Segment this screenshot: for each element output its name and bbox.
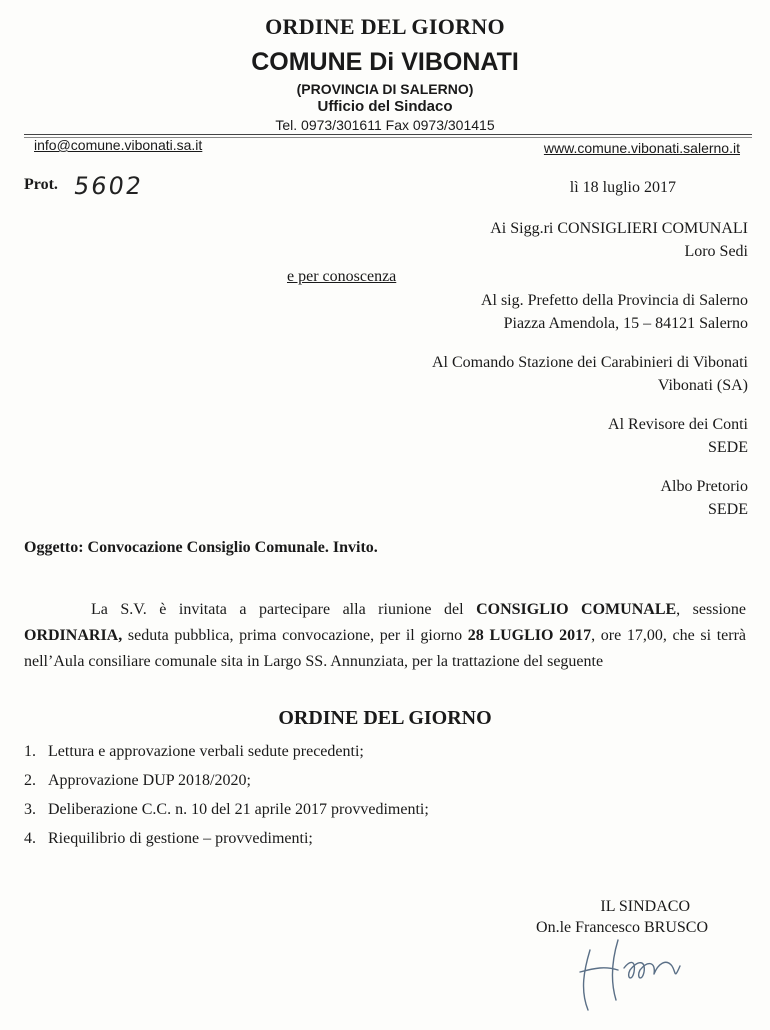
recipient-revisore: [0, 413, 748, 459]
recipient-prefetto: [0, 289, 748, 335]
recipient-line: Albo Pretorio: [660, 478, 748, 495]
recipient-line: Piazza Amendola, 15 – 84121 Salerno: [503, 315, 748, 332]
agenda-item-number: 3.: [24, 801, 36, 818]
agenda-item-number: 2.: [24, 772, 36, 789]
body-emphasis-consiglio: CONSIGLIO COMUNALE: [476, 601, 677, 618]
agenda-item-number: 4.: [24, 830, 36, 847]
agenda-title: ORDINE DEL GIORNO: [278, 707, 492, 729]
recipient-consiglieri: [0, 217, 748, 263]
recipient-line: Al Comando Stazione dei Carabinieri di Vibonati: [431, 354, 748, 371]
conoscenza-label: e per conoscenza: [287, 268, 397, 285]
recipient-line: SEDE: [708, 439, 748, 456]
agenda-list: [24, 737, 429, 853]
signatory-title: IL SINDACO: [600, 898, 690, 915]
body-text-part: , ore 17,00, che si terrà nell’Aula consiliare comunale sita in Largo SS. Annunziata, per la trattazione del seguente: [24, 627, 747, 670]
recipient-line: Loro Sedi: [684, 243, 748, 260]
recipient-line: Vibonati (SA): [657, 377, 748, 394]
recipient-line: Al Revisore dei Conti: [608, 416, 748, 433]
recipient-line: Al sig. Prefetto della Provincia di Salerno: [480, 292, 748, 309]
website-link[interactable]: www.comune.vibonati.salerno.it: [543, 140, 740, 156]
agenda-item-text: Approvazione DUP 2018/2020;: [48, 772, 251, 789]
agenda-item-text: Deliberazione C.C. n. 10 del 21 aprile 2017 provvedimenti;: [48, 801, 429, 818]
signatory-name: On.le Francesco BRUSCO: [536, 919, 708, 936]
body-text-part: , sessione: [676, 601, 747, 618]
invitation-paragraph: [24, 597, 746, 675]
ufficio-line: Ufficio del Sindaco: [317, 98, 453, 115]
agenda-item: [24, 766, 429, 795]
agenda-item: [24, 737, 429, 766]
comune-name: COMUNE Di VIBONATI: [251, 48, 519, 76]
agenda-item-text: Lettura e approvazione verbali sedute precedenti;: [48, 743, 364, 760]
agenda-item-number: 1.: [24, 743, 36, 760]
recipient-line: SEDE: [708, 501, 748, 518]
agenda-item: [24, 824, 429, 853]
subject-label: Oggetto: [24, 539, 79, 556]
protocol-number-handwritten: 5602: [72, 172, 146, 200]
protocol-label: Prot.: [24, 176, 58, 193]
top-title: ORDINE DEL GIORNO: [265, 14, 505, 39]
tel-fax-line: Tel. 0973/301611 Fax 0973/301415: [275, 117, 495, 133]
subject-text: : Convocazione Consiglio Comunale. Invito.: [78, 539, 378, 556]
provincia-line: (PROVINCIA DI SALERNO): [296, 81, 474, 97]
header-divider: [24, 134, 752, 135]
recipient-line: Ai Sigg.ri CONSIGLIERI COMUNALI: [490, 220, 748, 237]
body-text-part: seduta pubblica, prima convocazione, per il giorno: [122, 627, 468, 644]
body-text-part: La S.V. è invitata a partecipare alla riunione del: [91, 601, 477, 618]
handwritten-signature: [560, 930, 710, 1020]
body-emphasis-date: 28 LUGLIO 2017: [467, 627, 592, 644]
body-emphasis-ordinaria: ORDINARIA,: [24, 627, 123, 644]
letter-date: lì 18 luglio 2017: [569, 179, 676, 196]
recipient-carabinieri: [0, 351, 748, 397]
subject-line: [24, 539, 378, 557]
email-link[interactable]: info@comune.vibonati.sa.it: [34, 137, 203, 153]
recipient-albo: [0, 475, 748, 521]
agenda-item-text: Riequilibrio di gestione – provvedimenti;: [48, 830, 313, 847]
agenda-item: [24, 795, 429, 824]
